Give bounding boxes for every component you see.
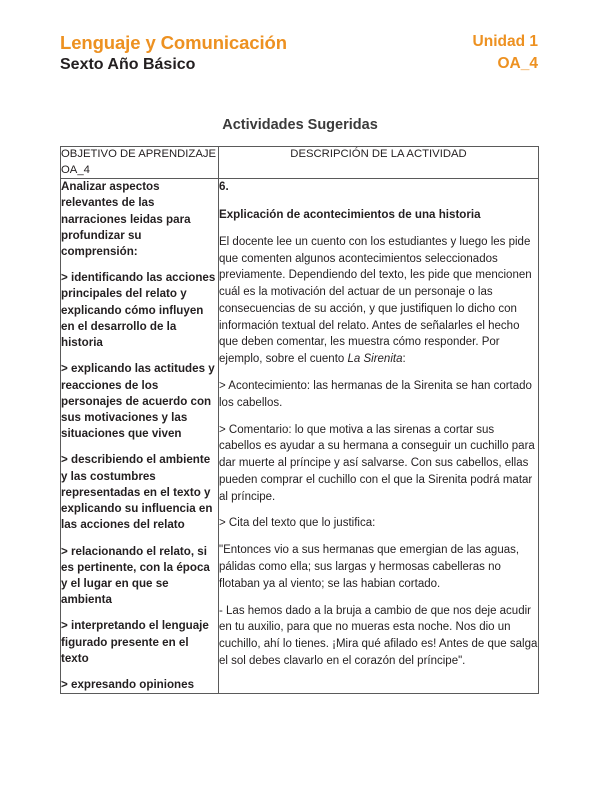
objective-paragraph: > interpretando el lenguaje figurado presente en el texto bbox=[61, 619, 209, 665]
header-right-block bbox=[473, 32, 538, 74]
column-header-objective: OBJETIVO DE APRENDIZAJE OA_4 bbox=[61, 147, 219, 179]
activity-paragraph: > Comentario: lo que motiva a las sirenas a cortar sus cabellos es ayudar a su hermana a conseguir un cuchillo para dar muerte al príncipe y así salvarse. Con sus cabellos, ellas pueden comprar el cuchillo con el que la Sirenita podrá matar al príncipe. bbox=[219, 423, 535, 503]
objective-cell bbox=[61, 179, 219, 694]
oa-code-label: OA_4 bbox=[497, 54, 538, 72]
grade-title: Sexto Año Básico bbox=[60, 55, 196, 73]
document-header bbox=[60, 32, 538, 76]
description-cell bbox=[219, 179, 539, 694]
activity-paragraph: > Cita del texto que lo justifica: bbox=[219, 517, 376, 530]
objective-paragraph: > explicando las actitudes y reacciones de los personajes de acuerdo con sus motivaciones y las situaciones que viven bbox=[61, 362, 215, 441]
objective-paragraph: > relacionando el relato, si es pertinente, con la época y el lugar en que se ambienta bbox=[61, 544, 210, 607]
objective-paragraph: > expresando opiniones bbox=[61, 678, 195, 692]
objective-paragraph: Analizar aspectos relevantes de las narraciones leidas para profundizar su comprensión: bbox=[61, 180, 191, 259]
unit-label: Unidad 1 bbox=[472, 33, 538, 50]
activity-paragraph: > Acontecimiento: las hermanas de la Sirenita se han cortado los cabellos. bbox=[219, 380, 532, 409]
table-row bbox=[61, 179, 539, 694]
objective-paragraph-list bbox=[61, 179, 218, 693]
objective-paragraph: > describiendo el ambiente y las costumbres representadas en el texto y explicando su influencia en las acciones del relato bbox=[61, 453, 213, 532]
section-title: Actividades Sugeridas bbox=[222, 117, 378, 133]
story-title-italic: La Sirenita bbox=[347, 353, 403, 366]
column-header-description: DESCRIPCIÓN DE LA ACTIVIDAD bbox=[219, 147, 539, 179]
objective-paragraph: > identificando las acciones principales del relato y explicando cómo influyen en el desarrollo de la historia bbox=[61, 271, 216, 350]
activity-paragraph: "Entonces vio a sus hermanas que emergian de las aguas, pálidas como ella; sus largas y hermosas cabelleras no flotaban ya al viento; se las habian cortado. bbox=[219, 544, 520, 590]
header-left-block bbox=[60, 32, 287, 76]
activity-paragraph-list bbox=[219, 378, 538, 670]
intro-text-part2: : bbox=[402, 353, 406, 366]
activity-intro-paragraph bbox=[219, 234, 538, 368]
activity-number: 6. bbox=[219, 180, 229, 194]
activities-table bbox=[60, 146, 539, 694]
activity-paragraph: - Las hemos dado a la bruja a cambio de que nos deje acudir en tu auxilio, para que no mueras esta noche. Nos dio un cuchillo, ahí lo tienes. ¡Mira qué afilado es! Antes de que salga el sol debes clavarlo en el corazón del príncipe". bbox=[219, 604, 538, 667]
subject-title: Lenguaje y Comunicación bbox=[60, 32, 287, 53]
table-header-row bbox=[61, 147, 539, 179]
activity-heading: Explicación de acontecimientos de una historia bbox=[219, 207, 481, 221]
intro-text-part1: El docente lee un cuento con los estudiantes y luego les pide que comenten algunos acontecimientos seleccionados previamente. Dependiendo del texto, les pide que mencionen cuál es la motivación del actuar de un personaje o las consecuencias de su acción, y que justifiquen lo dicho con información textual del relato. Antes de señalarles el hecho que deben comentar, les muestra cómo responder. Por ejemplo, sobre el cuento bbox=[219, 235, 532, 366]
